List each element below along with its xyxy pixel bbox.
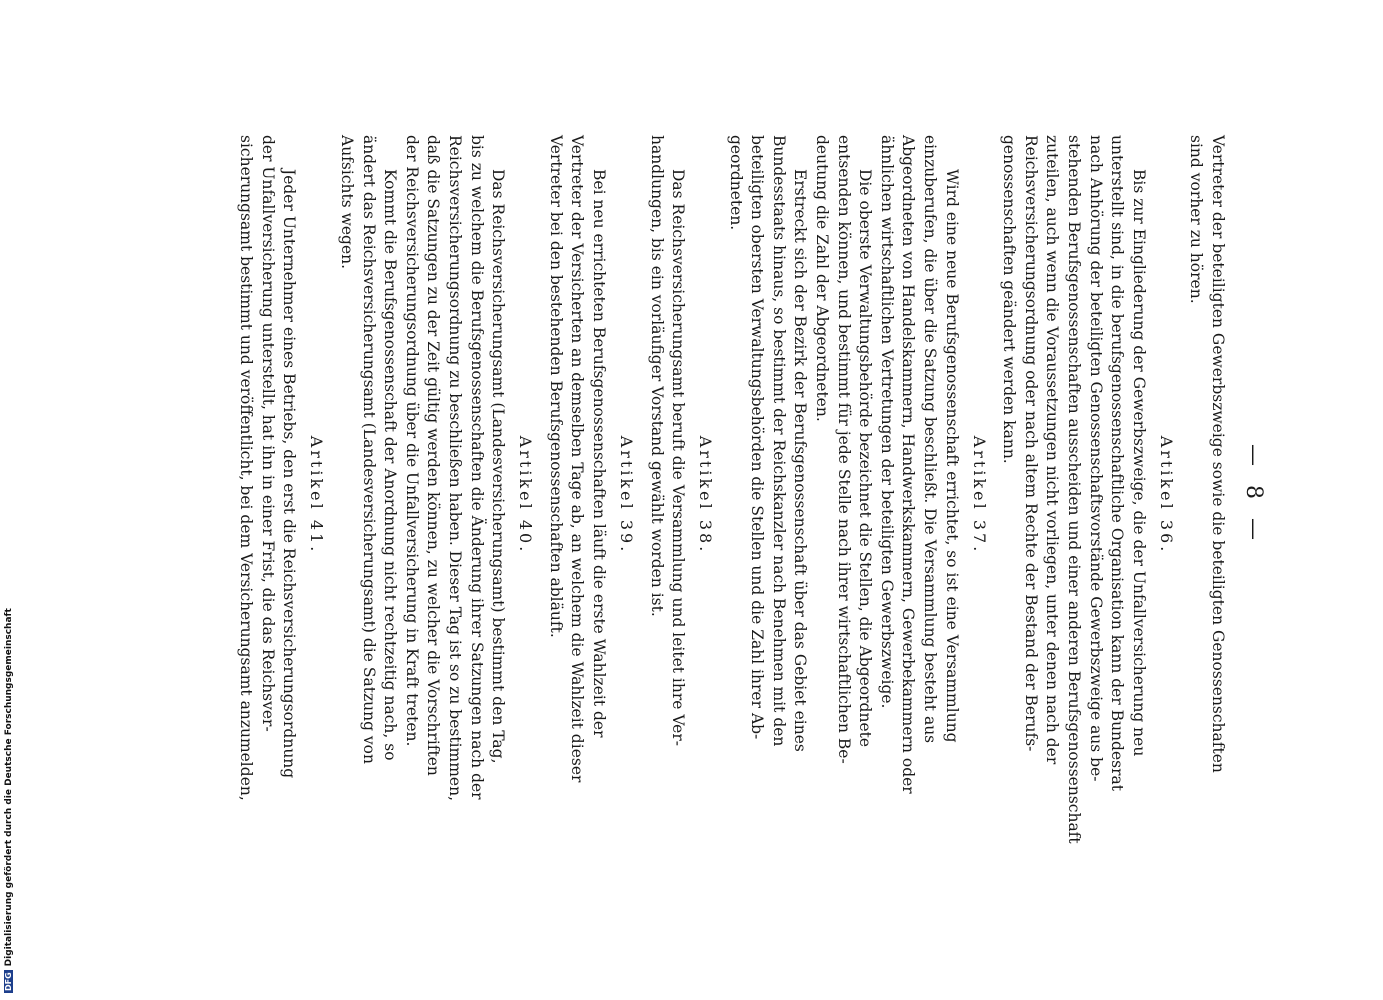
article-36-line: Reichsversicherungsordnung oder nach altem Rechte der Bestand der Berufs-	[1021, 135, 1040, 752]
article-40-line: daß die Satzungen zu der Zeit gültig werden können, zu welcher die Vorschriften	[424, 135, 443, 776]
article-37-line: einzuberufen, die über die Satzung beschließt. Die Versammlung besteht aus	[921, 135, 940, 744]
article-36-line: unterstellt sind, in die berufsgenossenschaftliche Organisation kann der Bundesrat	[1108, 135, 1127, 791]
article-39-heading: Artikel 39.	[616, 435, 636, 555]
article-36-heading: Artikel 36.	[1156, 435, 1176, 555]
article-37-line: entsenden können, und bestimmt für jede Stelle nach ihrer wirtschaftlichen Be-	[834, 135, 853, 764]
article-39-line: Vertreter der Versicherten an demselben Tage ab, an welchem die Wahlzeit dieser	[568, 135, 587, 783]
article-38-line: handlungen, bis ein vorläufiger Vorstand gewählt worden ist.	[647, 135, 666, 617]
page-number: — 8 —	[1241, 444, 1266, 546]
intro-line: sind vorher zu hören.	[1187, 135, 1206, 304]
article-38-heading: Artikel 38.	[696, 435, 716, 555]
article-40-line: Kommt die Berufsgenossenschaft der Anordnung nicht rechtzeitig nach, so	[381, 169, 400, 761]
article-37-line: Bundesstaats hinaus, so bestimmt der Reichskanzler nach Benehmen mit den	[769, 135, 788, 747]
article-37-line: Wird eine neue Berufsgenossenschaft errichtet, so ist eine Versammlung	[942, 169, 961, 743]
article-39-line: Vertreter bei den bestehenden Berufsgenossenschaften abläuft.	[546, 135, 565, 638]
article-36-line: nach Anhörung der beteiligten Genossenschaftsvorstände Gewerbszweige aus be-	[1086, 135, 1105, 782]
article-38-line: Das Reichsversicherungsamt beruft die Versammlung und leitet ihre Ver-	[669, 169, 688, 746]
article-36-line: Bis zur Eingliederung der Gewerbszweige, die der Unfallversicherung neu	[1129, 169, 1148, 757]
article-37-line: ähnlichen wirtschaftlichen Vertretungen der beteiligten Gewerbszweige.	[877, 135, 896, 709]
article-40-line: Reichsversicherungsordnung zu beschließen haben. Dieser Tag ist so zu bestimmen,	[445, 135, 464, 802]
dfg-logo: DFG	[4, 972, 13, 991]
text-column	[235, 135, 1228, 855]
intro-line: Vertreter der beteiligten Gewerbszweige sowie die beteiligten Genossenschaften	[1209, 135, 1227, 773]
article-41-line: der Unfallversicherung unterstellt, hat ihn in einer Frist, die das Reichsver-	[258, 135, 277, 732]
article-36-line: genossenschaften geändert werden kann.	[1000, 135, 1019, 464]
article-39-line: Bei neu errichteten Berufsgenossenschaften läuft die erste Wahlzeit der	[589, 169, 608, 738]
article-37-line: beteiligten obersten Verwaltungsbehörden die Stellen und die Zahl ihrer Ab-	[748, 135, 767, 740]
article-40-line: der Reichsversicherungsordnung über die Unfallversicherung in Kraft treten.	[402, 135, 421, 747]
article-41-line: Jeder Unternehmer eines Betriebs, den erst die Reichsversicherungsordnung	[280, 169, 299, 779]
article-37-line: Abgeordneten von Handelskammern, Handwerkskammern, Gewerbekammern oder	[899, 135, 918, 794]
article-36-line: zuteilen, auch wenn die Voraussetzungen nicht vorliegen, unter denen nach der	[1043, 135, 1062, 765]
article-37-heading: Artikel 37.	[969, 435, 989, 555]
article-40-line: ändert das Reichsversicherungsamt (Landesversicherungsamt) die Satzung von	[359, 135, 378, 764]
dfg-funding-text: Digitalisierung gefördert durch die Deutsche Forschungsgemeinschaft	[4, 608, 14, 967]
article-37-line: Erstreckt sich der Bezirk der Berufsgenossenschaft über das Gebiet eines	[791, 169, 810, 752]
article-40-line: bis zu welchem die Berufsgenossenschaften die Änderung ihrer Satzungen nach der	[467, 135, 486, 800]
dfg-funding-note	[4, 608, 14, 993]
article-40-heading: Artikel 40.	[516, 435, 536, 555]
rotated-text-block	[128, 135, 1266, 855]
article-41-line: sicherungsamt bestimmt und veröffentlicht, bei dem Versicherungsamt anzumelden,	[237, 135, 256, 801]
article-37-line: Die oberste Verwaltungsbehörde bezeichnet die Stellen, die Abgeordnete	[856, 169, 875, 748]
article-40-line: Das Reichsversicherungsamt (Landesversicherungsamt) bestimmt den Tag,	[489, 169, 508, 764]
article-36-line: stehenden Berufsgenossenschaften ausscheiden und einer anderen Berufsgenossenschaft	[1065, 135, 1084, 844]
article-37-line: deutung die Zahl der Abgeordneten.	[813, 135, 832, 422]
article-40-line: Aufsichts wegen.	[338, 135, 356, 270]
article-37-line: geordneten.	[726, 135, 745, 231]
article-41-heading: Artikel 41.	[307, 435, 327, 555]
